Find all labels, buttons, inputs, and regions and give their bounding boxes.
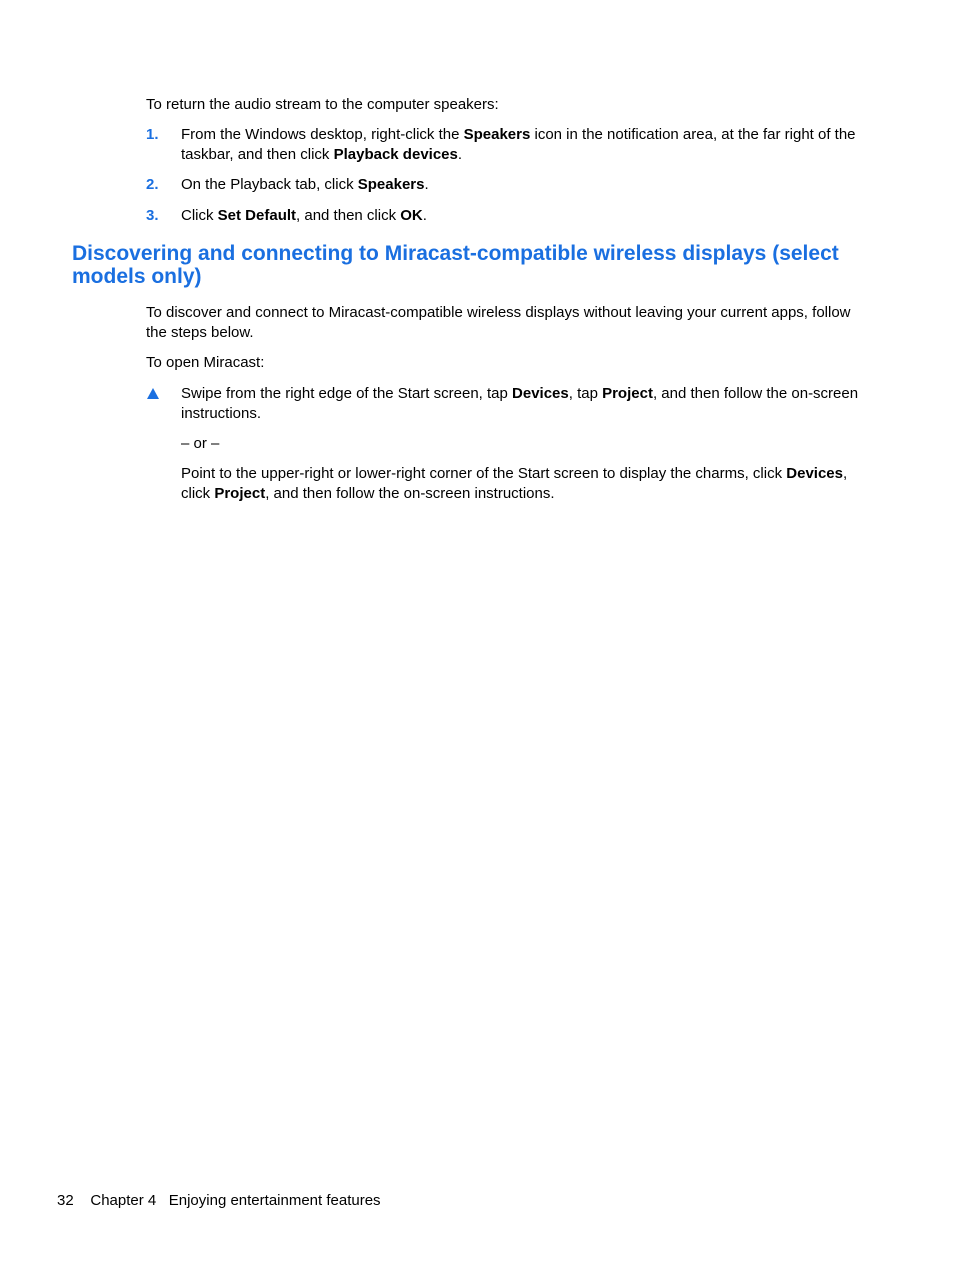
bullet-item: [146, 384, 861, 424]
step-text: Click Set Default, and then click OK.: [181, 207, 427, 224]
step-number: 1.: [146, 126, 159, 143]
or-separator: – or –: [181, 435, 220, 452]
open-miracast-text: To open Miracast:: [146, 354, 265, 371]
intro-text: To return the audio stream to the computer speakers:: [146, 96, 499, 113]
chapter-label: Chapter 4: [90, 1192, 157, 1209]
step-text: From the Windows desktop, right-click the Speakers icon in the notification area, at the far right of the taskbar, and then click Playback devices.: [181, 126, 856, 163]
alternative-text: Point to the upper-right or lower-right corner of the Start screen to display the charms, click Devices, click Project, and then follow the on-screen instructions.: [181, 465, 848, 502]
chapter-title: Enjoying entertainment features: [168, 1192, 381, 1209]
step-3: [146, 206, 861, 226]
section-heading: Discovering and connecting to Miracast-compatible wireless displays (select models only): [72, 242, 839, 288]
step-number: 2.: [146, 176, 159, 193]
step-1: [146, 125, 861, 165]
step-number: 3.: [146, 207, 159, 224]
step-2: [146, 175, 861, 195]
page-number: 32: [57, 1192, 74, 1209]
step-text: On the Playback tab, click Speakers.: [181, 176, 429, 193]
section-paragraph: To discover and connect to Miracast-compatible wireless displays without leaving your current apps, follow the steps below.: [146, 304, 851, 341]
bullet-text: Swipe from the right edge of the Start screen, tap Devices, tap Project, and then follow the on-screen instructions.: [181, 385, 859, 422]
page-footer: [57, 1191, 381, 1211]
triangle-bullet-icon: [147, 388, 159, 399]
